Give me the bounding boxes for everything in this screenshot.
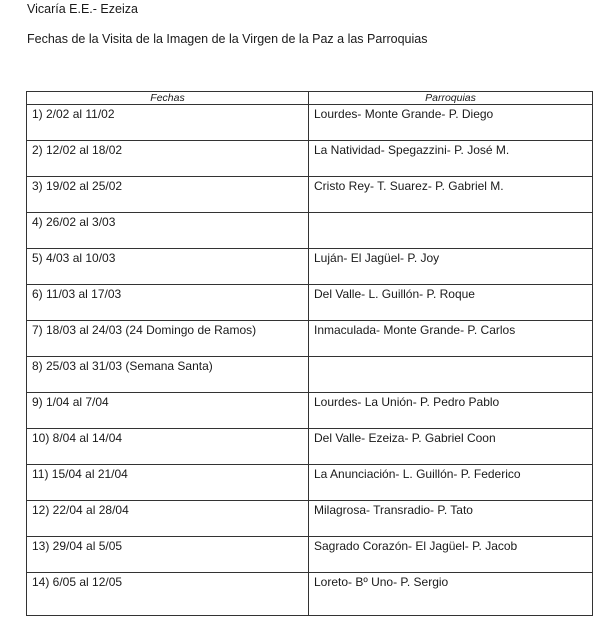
table-row <box>27 249 593 285</box>
column-header-parroquias: Parroquias <box>309 92 593 105</box>
fechas-text: 1) 2/02 al 11/02 <box>32 107 115 121</box>
parroquias-text: Luján- El Jagüel- P. Joy <box>314 251 440 265</box>
parroquias-cell <box>309 537 593 573</box>
table-row <box>27 177 593 213</box>
table-row <box>27 393 593 429</box>
parroquias-text <box>314 357 592 359</box>
fechas-text: 6) 11/03 al 17/03 <box>32 287 122 301</box>
fechas-cell <box>27 285 309 321</box>
parroquias-cell <box>309 321 593 357</box>
fechas-text: 2) 12/02 al 18/02 <box>32 143 123 157</box>
table-row <box>27 213 593 249</box>
parroquias-text: La Anunciación- L. Guillón- P. Federico <box>314 467 521 481</box>
parroquias-cell <box>309 393 593 429</box>
parroquias-cell <box>309 105 593 141</box>
fechas-text: 13) 29/04 al 5/05 <box>32 539 123 553</box>
parroquias-text: Lourdes- La Unión- P. Pedro Pablo <box>314 395 500 409</box>
parroquias-cell <box>309 357 593 393</box>
table-row <box>27 429 593 465</box>
parroquias-cell <box>309 429 593 465</box>
fechas-cell <box>27 501 309 537</box>
fechas-cell <box>27 537 309 573</box>
fechas-text: 12) 22/04 al 28/04 <box>32 503 129 517</box>
fechas-cell <box>27 573 309 616</box>
fechas-text: 4) 26/02 al 3/03 <box>32 215 116 229</box>
schedule-table-body <box>27 105 593 616</box>
parroquias-cell <box>309 213 593 249</box>
parroquias-cell <box>309 465 593 501</box>
table-row <box>27 465 593 501</box>
table-row <box>27 537 593 573</box>
fechas-cell <box>27 249 309 285</box>
fechas-cell <box>27 321 309 357</box>
parroquias-cell <box>309 573 593 616</box>
parroquias-text: Loreto- Bº Uno- P. Sergio <box>314 575 449 589</box>
parroquias-text <box>314 213 592 215</box>
document-header: Vicaría E.E.- Ezeiza <box>27 2 138 16</box>
fechas-text: 9) 1/04 al 7/04 <box>32 395 109 409</box>
fechas-cell <box>27 177 309 213</box>
parroquias-cell <box>309 249 593 285</box>
parroquias-cell <box>309 177 593 213</box>
parroquias-text: Cristo Rey- T. Suarez- P. Gabriel M. <box>314 179 504 193</box>
fechas-text: 7) 18/03 al 24/03 (24 Domingo de Ramos) <box>32 323 257 337</box>
table-header-row <box>27 92 593 105</box>
table-row <box>27 285 593 321</box>
parroquias-text: Del Valle- L. Guillón- P. Roque <box>314 287 475 301</box>
fechas-text: 11) 15/04 al 21/04 <box>32 467 128 481</box>
fechas-text: 5) 4/03 al 10/03 <box>32 251 116 265</box>
parroquias-cell <box>309 501 593 537</box>
parroquias-text: Inmaculada- Monte Grande- P. Carlos <box>314 323 516 337</box>
table-row <box>27 141 593 177</box>
fechas-cell <box>27 393 309 429</box>
parroquias-cell <box>309 285 593 321</box>
fechas-text: 8) 25/03 al 31/03 (Semana Santa) <box>32 359 213 373</box>
parroquias-text: Milagrosa- Transradio- P. Tato <box>314 503 473 517</box>
fechas-cell <box>27 105 309 141</box>
schedule-table <box>26 91 593 616</box>
fechas-cell <box>27 429 309 465</box>
table-row <box>27 105 593 141</box>
column-header-fechas: Fechas <box>27 92 309 105</box>
fechas-cell <box>27 213 309 249</box>
fechas-text: 10) 8/04 al 14/04 <box>32 431 123 445</box>
fechas-cell <box>27 357 309 393</box>
fechas-cell <box>27 141 309 177</box>
fechas-text: 3) 19/02 al 25/02 <box>32 179 123 193</box>
parroquias-text: Sagrado Corazón- El Jagüel- P. Jacob <box>314 539 518 553</box>
parroquias-text: La Natividad- Spegazzini- P. José M. <box>314 143 510 157</box>
table-row <box>27 573 593 616</box>
parroquias-text: Lourdes- Monte Grande- P. Diego <box>314 107 494 121</box>
fechas-text: 14) 6/05 al 12/05 <box>32 575 123 589</box>
table-row <box>27 357 593 393</box>
table-row <box>27 501 593 537</box>
table-row <box>27 321 593 357</box>
document-title: Fechas de la Visita de la Imagen de la Virgen de la Paz a las Parroquias <box>27 32 428 46</box>
parroquias-text: Del Valle- Ezeiza- P. Gabriel Coon <box>314 431 496 445</box>
parroquias-cell <box>309 141 593 177</box>
fechas-cell <box>27 465 309 501</box>
